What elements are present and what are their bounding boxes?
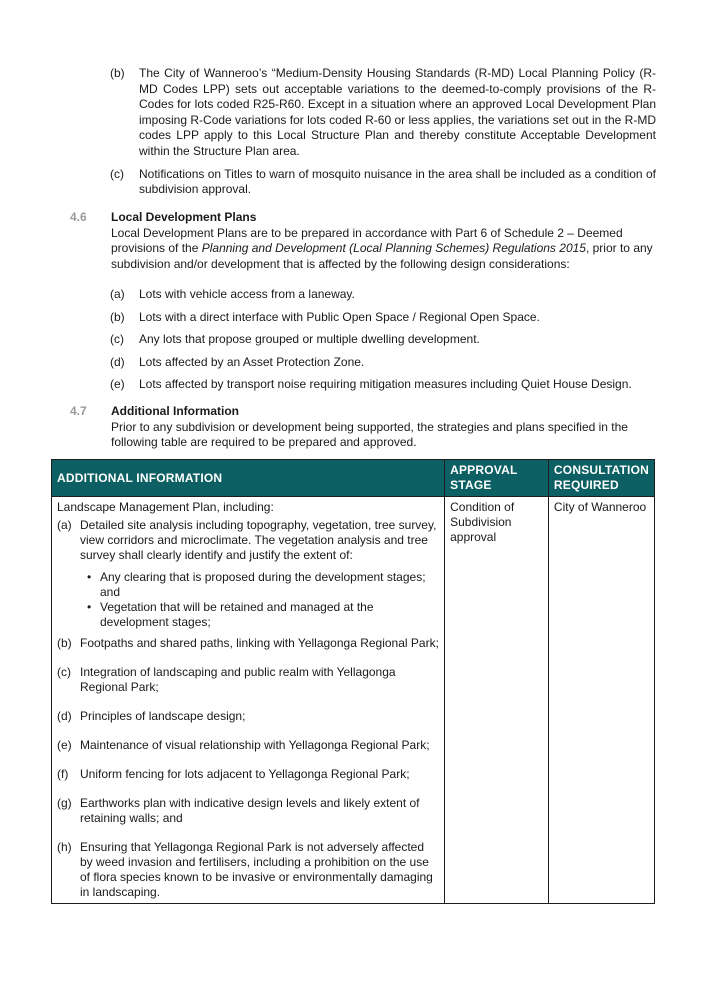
item-text: Lots affected by an Asset Protection Zone. <box>139 354 365 369</box>
item-text: Lots affected by transport noise requiring mitigation measures including Quiet House Design. <box>139 377 632 392</box>
header-approval-stage: APPROVAL STAGE <box>445 460 549 497</box>
section-number: 4.6 <box>70 210 87 224</box>
item-label: (b) <box>110 66 125 80</box>
item-label: (f) <box>57 767 69 781</box>
item-text: Footpaths and shared paths, linking with Yellagonga Regional Park; <box>80 636 439 650</box>
table-item <box>57 709 439 724</box>
bullet-item <box>87 570 439 600</box>
item-label: (g) <box>57 796 72 810</box>
item-text: Notifications on Titles to warn of mosquito nuisance in the area shall be included as a condition of subdivision approval. <box>139 166 656 197</box>
item-text: Earthworks plan with indicative design levels and likely extent of retaining walls; and <box>80 796 420 825</box>
list-item <box>110 167 656 198</box>
section-number: 4.7 <box>70 404 87 418</box>
list-item <box>110 66 656 160</box>
consultation-cell: City of Wanneroo <box>548 497 654 904</box>
approval-stage-cell: Condition of Subdivision approval <box>445 497 549 904</box>
table-item <box>57 840 439 900</box>
table-intro: Landscape Management Plan, including: <box>57 500 274 514</box>
list-item <box>110 332 656 348</box>
section-4-7 <box>70 404 660 451</box>
list-item <box>110 355 656 371</box>
item-label: (b) <box>57 636 72 650</box>
bullet-item <box>87 600 439 630</box>
bullet-text: Any clearing that is proposed during the development stages; and <box>100 570 426 599</box>
table-item <box>57 767 439 782</box>
table-item <box>57 636 439 651</box>
item-text: Detailed site analysis including topography, vegetation, tree survey, view corridors and microclimate. The vegetation analysis and tree survey shall clearly identify and justify the extent of: <box>80 518 437 562</box>
item-text: Principles of landscape design; <box>80 709 246 723</box>
section-4-6 <box>70 210 660 272</box>
item-label: (a) <box>110 287 125 301</box>
table-item <box>57 738 439 753</box>
item-label: (c) <box>110 332 124 347</box>
bullet-text: Vegetation that will be retained and managed at the development stages; <box>100 600 374 629</box>
list-item <box>110 287 656 303</box>
item-text: Lots with vehicle access from a laneway. <box>139 287 355 301</box>
item-label: (e) <box>57 738 72 752</box>
item-label: (c) <box>57 665 71 679</box>
item-label: (e) <box>110 377 125 392</box>
item-text: Any lots that propose grouped or multiple dwelling development. <box>139 332 480 347</box>
item-text: Lots with a direct interface with Public Open Space / Regional Open Space. <box>139 309 540 324</box>
table-item <box>57 665 439 695</box>
header-consultation-required: CONSULTATION REQUIRED <box>548 460 654 497</box>
item-label: (b) <box>110 309 125 324</box>
section-text: Prior to any subdivision or development being supported, the strategies and plans specified in the following table are required to be prepared and approved. <box>111 419 628 450</box>
bullet-icon: • <box>87 570 92 584</box>
design-considerations-list <box>110 287 656 393</box>
bullet-icon: • <box>87 600 92 614</box>
item-label: (c) <box>110 166 124 181</box>
list-item <box>110 310 656 326</box>
item-text: Integration of landscaping and public realm with Yellagonga Regional Park; <box>80 665 396 694</box>
item-text: Ensuring that Yellagonga Regional Park is not adversely affected by weed invasion and fertilisers, including a prohibition on the use of flora species known to be invasive or environmentally damaging in landscaping. <box>80 840 433 899</box>
section-title: Additional Information <box>111 404 239 418</box>
list-item <box>110 377 656 393</box>
item-label: (a) <box>57 518 72 532</box>
table-item <box>57 518 439 563</box>
table-row <box>52 497 655 904</box>
item-label: (h) <box>57 840 72 854</box>
table-item <box>57 796 439 826</box>
item-text: Uniform fencing for lots adjacent to Yellagonga Regional Park; <box>80 767 410 781</box>
header-additional-information: ADDITIONAL INFORMATION <box>52 460 445 497</box>
item-label: (d) <box>57 709 72 723</box>
item-label: (d) <box>110 354 125 369</box>
info-cell <box>52 497 445 904</box>
item-text: The City of Wanneroo’s “Medium-Density Housing Standards (R-MD) Local Planning Policy (R-MD Codes LPP) sets out acceptable variations to the deemed-to-comply provisions of the R-Codes for lots coded R25-R60. Except in a situation where an approved Local Development Plan imposing R-Code variations for lots coded R-60 or less applies, the variations set out in the R-MD codes LPP apply to this Local Structure Plan and thereby constitute Acceptable Development within the Structure Plan area. <box>139 66 656 158</box>
item-text: Maintenance of visual relationship with Yellagonga Regional Park; <box>80 738 430 752</box>
section-text: Local Development Plans are to be prepared in accordance with Part 6 of Schedule 2 – Deemed provisions of the Planning and Development (Local Planning Schemes) Regulations 2015, prior to any subdivision and/or development that is affected by the following design considerations: <box>111 225 653 271</box>
policy-list <box>110 66 656 198</box>
section-title: Local Development Plans <box>111 210 257 224</box>
additional-information-table <box>51 459 655 904</box>
regulations-title: Planning and Development (Local Planning Schemes) Regulations 2015 <box>201 241 586 256</box>
